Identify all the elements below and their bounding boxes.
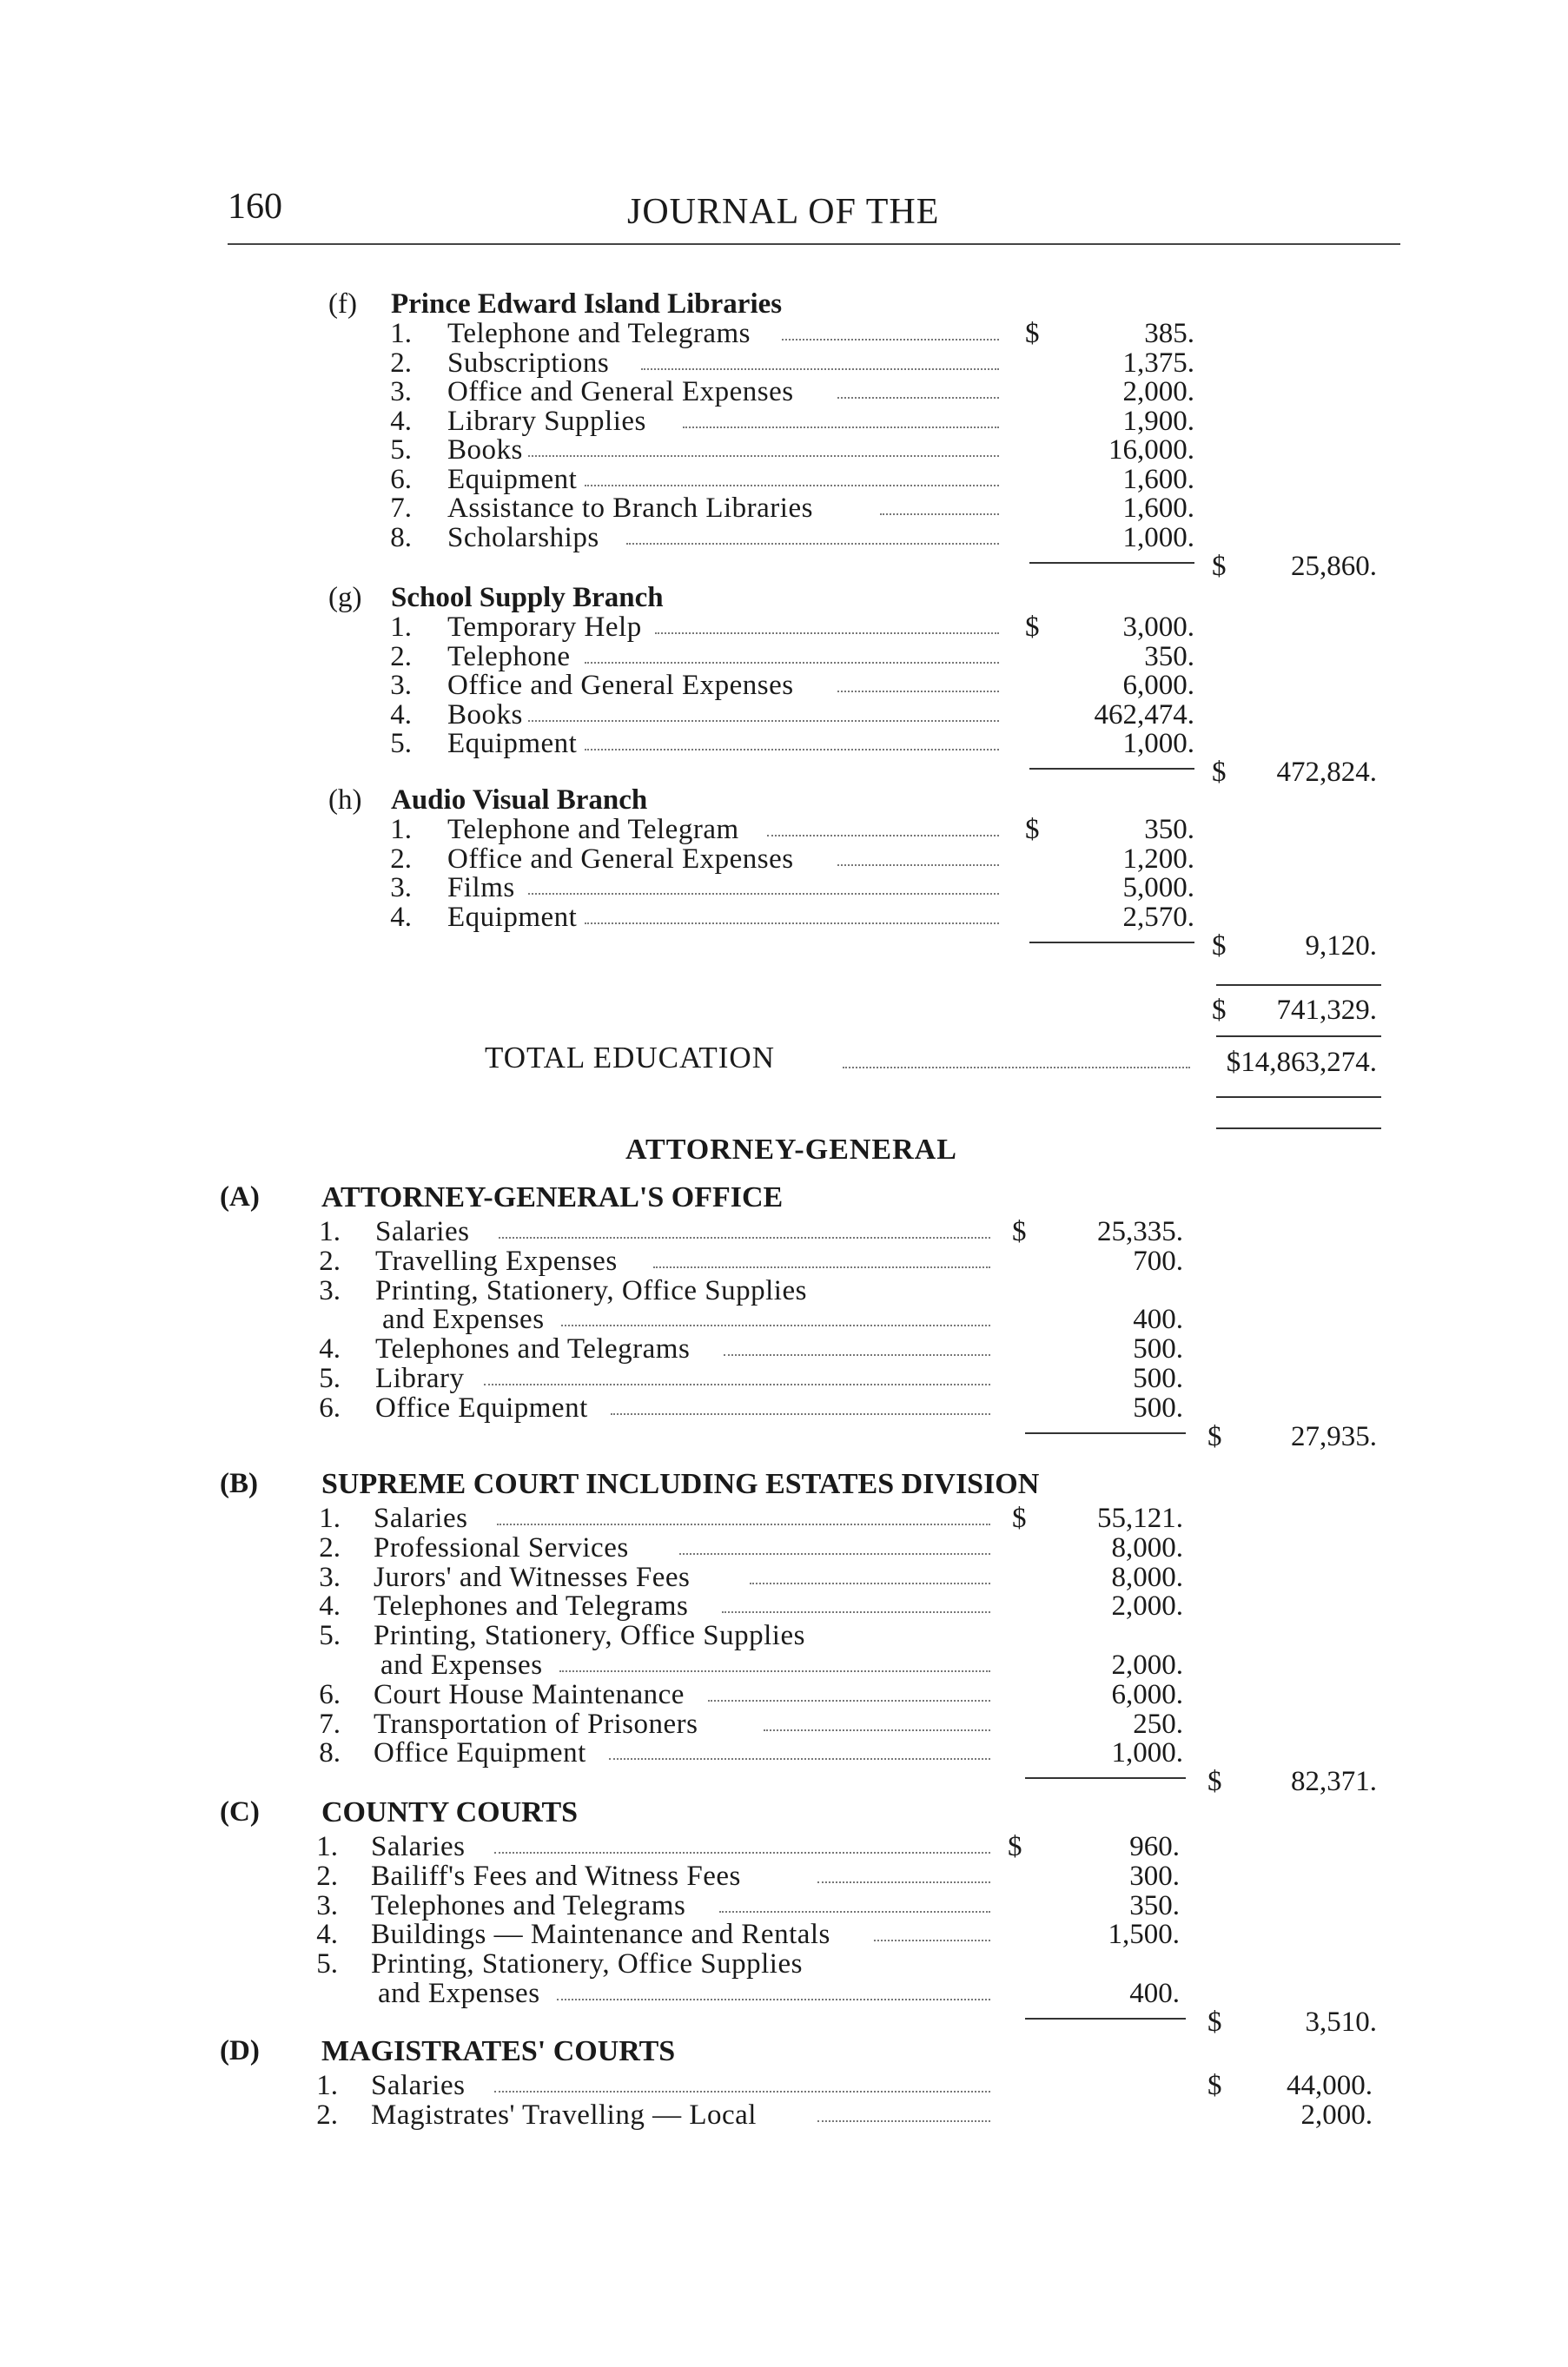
item-amount: 385. <box>1144 318 1194 349</box>
item-label: Equipment <box>447 463 578 495</box>
item-label: Salaries <box>375 1216 470 1247</box>
subtotal-rule <box>1029 768 1194 770</box>
grand-subtotal: 741,329. <box>1276 995 1377 1026</box>
total-education-label: TOTAL EDUCATION <box>485 1041 775 1074</box>
currency-sign: $ <box>1025 318 1040 349</box>
item-label: Office and General Expenses <box>447 670 794 701</box>
dot-leader <box>843 1067 1190 1068</box>
item-number: 7. <box>319 1708 341 1740</box>
dot-leader <box>708 1700 990 1702</box>
item-label: Scholarships <box>447 521 599 553</box>
item-number: 1. <box>319 1503 341 1534</box>
item-amount: 1,000. <box>1111 1737 1183 1769</box>
item-number: 3. <box>390 376 412 407</box>
item-label: Books <box>447 434 523 466</box>
item-number: 2. <box>316 2099 338 2131</box>
item-label: Equipment <box>447 901 578 933</box>
dot-leader <box>837 864 999 866</box>
item-number: 2. <box>316 1860 338 1892</box>
item-amount: 300. <box>1129 1860 1180 1892</box>
item-label: Buildings — Maintenance and Rentals <box>371 1919 830 1951</box>
item-label-continued: and Expenses <box>380 1650 543 1681</box>
dot-leader <box>874 1940 990 1941</box>
section-title: COUNTY COURTS <box>321 1796 579 1828</box>
item-number: 3. <box>390 872 412 903</box>
item-amount: 2,570. <box>1122 901 1194 933</box>
item-amount: 16,000. <box>1108 434 1194 466</box>
item-amount: 350. <box>1144 814 1194 845</box>
total-rule <box>1216 984 1381 986</box>
dot-leader <box>497 1524 990 1525</box>
item-amount: 1,600. <box>1122 463 1194 495</box>
item-label: Telephone and Telegrams <box>447 318 751 349</box>
item-label: Professional Services <box>374 1531 629 1564</box>
section-letter: (f) <box>328 288 357 320</box>
dot-leader <box>679 1553 990 1555</box>
dot-leader <box>653 1266 990 1268</box>
subtotal-rule <box>1025 1432 1186 1434</box>
dot-leader <box>494 1852 990 1854</box>
dot-leader <box>722 1611 990 1613</box>
dot-leader <box>655 632 999 634</box>
item-amount: 960. <box>1129 1831 1180 1862</box>
section-title: SUPREME COURT INCLUDING ESTATES DIVISION <box>321 1468 1040 1500</box>
section-total: 3,510. <box>1305 2007 1377 2038</box>
item-amount: 8,000. <box>1111 1561 1183 1593</box>
item-label: Transportation of Prisoners <box>374 1708 698 1740</box>
item-number: 1. <box>316 2070 338 2101</box>
dot-leader <box>611 1413 990 1415</box>
item-label: Printing, Stationery, Office Supplies <box>375 1274 807 1306</box>
item-label: Office and General Expenses <box>447 376 794 407</box>
item-number: 5. <box>390 728 412 759</box>
item-label-continued: and Expenses <box>378 1978 540 2009</box>
item-number: 5. <box>319 1363 341 1394</box>
subtotal-rule <box>1025 1777 1186 1779</box>
section-title: Audio Visual Branch <box>391 784 648 816</box>
item-amount: 700. <box>1133 1245 1183 1277</box>
item-label: Telephone and Telegram <box>447 814 739 845</box>
item-number: 1. <box>390 814 412 845</box>
dot-leader <box>641 368 999 370</box>
item-label: Films <box>447 872 515 903</box>
item-label: Court House Maintenance <box>374 1678 685 1710</box>
dot-leader <box>764 1729 990 1731</box>
item-amount: 350. <box>1144 640 1194 672</box>
section-title: Prince Edward Island Libraries <box>391 288 783 320</box>
item-amount: 1,000. <box>1122 728 1194 759</box>
item-label-continued: and Expenses <box>382 1304 545 1336</box>
running-title: JOURNAL OF THE <box>627 192 940 232</box>
dot-leader <box>528 455 999 457</box>
item-number: 2. <box>390 640 412 672</box>
section-total: 25,860. <box>1291 550 1377 582</box>
item-amount: 3,000. <box>1122 612 1194 643</box>
dot-leader <box>817 2120 990 2122</box>
currency-sign: $ <box>1207 1420 1222 1452</box>
dot-leader <box>782 339 999 341</box>
dot-leader <box>585 485 999 486</box>
item-number: 1. <box>390 612 412 643</box>
section-letter: (D) <box>220 2035 260 2066</box>
item-number: 8. <box>390 521 412 553</box>
item-number: 1. <box>316 1831 338 1862</box>
section-total: 472,824. <box>1276 757 1377 788</box>
item-amount: 6,000. <box>1111 1678 1183 1710</box>
item-amount: 25,335. <box>1097 1216 1183 1247</box>
dot-leader <box>683 426 999 428</box>
department-heading: ATTORNEY-GENERAL <box>625 1134 957 1166</box>
dot-leader <box>557 1999 990 2000</box>
dot-leader <box>837 691 999 692</box>
currency-sign: $ <box>1212 550 1227 582</box>
item-amount: 1,200. <box>1122 843 1194 875</box>
item-number: 5. <box>319 1620 341 1652</box>
item-number: 2. <box>319 1245 341 1277</box>
currency-sign: $ <box>1207 1766 1222 1798</box>
dot-leader <box>561 1325 990 1326</box>
item-label: Library Supplies <box>447 405 646 437</box>
item-label: Telephone <box>447 640 571 672</box>
item-number: 5. <box>316 1948 338 1980</box>
dot-leader <box>626 543 999 545</box>
dot-leader <box>585 749 999 750</box>
currency-sign: $ <box>1212 995 1227 1026</box>
subtotal-rule <box>1025 2018 1186 2020</box>
item-amount: 1,900. <box>1122 405 1194 437</box>
section-title: MAGISTRATES' COURTS <box>321 2035 676 2067</box>
item-number: 1. <box>319 1216 341 1247</box>
currency-sign: $ <box>1212 929 1227 962</box>
item-amount: 2,000. <box>1111 1590 1183 1623</box>
dot-leader <box>817 1881 990 1883</box>
item-number: 2. <box>390 347 412 379</box>
dot-leader <box>499 1237 990 1239</box>
section-total: 82,371. <box>1291 1766 1377 1798</box>
item-amount: 500. <box>1133 1333 1183 1365</box>
section-letter: (C) <box>220 1796 260 1828</box>
section-title: School Supply Branch <box>391 582 664 613</box>
item-amount: 1,000. <box>1122 521 1194 553</box>
item-label: Salaries <box>374 1503 468 1534</box>
dot-leader <box>585 662 999 664</box>
item-number: 3. <box>390 670 412 701</box>
item-label: Telephones and Telegrams <box>374 1590 689 1623</box>
section-letter: (g) <box>328 582 362 613</box>
item-label: Bailiff's Fees and Witness Fees <box>371 1860 741 1892</box>
item-label: Equipment <box>447 728 578 759</box>
item-label: Assistance to Branch Libraries <box>447 493 813 524</box>
dot-leader <box>767 835 999 836</box>
item-amount: 6,000. <box>1122 670 1194 701</box>
item-number: 7. <box>390 493 412 524</box>
item-amount: 2,000. <box>1122 376 1194 407</box>
currency-sign: $ <box>1025 814 1040 845</box>
item-label: Telephones and Telegrams <box>375 1333 691 1365</box>
item-number: 1. <box>390 318 412 349</box>
item-amount: 1,600. <box>1122 493 1194 524</box>
item-amount: 1,500. <box>1108 1919 1180 1951</box>
dot-leader <box>484 1384 990 1385</box>
section-letter: (h) <box>328 784 362 816</box>
item-label: Temporary Help <box>447 612 642 643</box>
section-letter: (A) <box>220 1181 260 1213</box>
page-header <box>228 186 1400 247</box>
item-label: Salaries <box>371 2070 466 2101</box>
item-amount: 2,000. <box>1300 2099 1373 2131</box>
item-label: Books <box>447 698 523 731</box>
item-number: 4. <box>390 405 412 437</box>
item-amount: 5,000. <box>1122 872 1194 903</box>
item-number: 5. <box>390 434 412 466</box>
subtotal-rule <box>1029 562 1194 564</box>
item-amount: 500. <box>1133 1392 1183 1424</box>
item-amount: 2,000. <box>1111 1650 1183 1681</box>
item-number: 6. <box>319 1678 341 1710</box>
dot-leader <box>837 397 999 399</box>
item-amount: 55,121. <box>1097 1503 1183 1534</box>
item-label: Library <box>375 1363 465 1394</box>
item-amount: 350. <box>1129 1889 1180 1921</box>
dot-leader <box>528 893 999 895</box>
dot-leader <box>719 1911 990 1913</box>
dot-leader <box>585 922 999 924</box>
item-label: Salaries <box>371 1831 466 1862</box>
dot-leader <box>724 1354 990 1356</box>
page-number: 160 <box>228 187 282 227</box>
item-amount: 1,375. <box>1122 347 1194 379</box>
item-amount: 44,000. <box>1287 2070 1373 2101</box>
dot-leader <box>559 1670 990 1672</box>
currency-sign: $ <box>1212 757 1227 788</box>
dot-leader <box>880 513 999 515</box>
section-total: 9,120. <box>1305 929 1377 962</box>
item-number: 3. <box>319 1274 341 1306</box>
item-number: 3. <box>316 1889 338 1921</box>
item-number: 4. <box>316 1919 338 1951</box>
item-number: 8. <box>319 1737 341 1769</box>
dot-leader <box>528 720 999 722</box>
currency-sign: $ <box>1025 612 1040 643</box>
double-rule <box>1216 1096 1381 1098</box>
item-number: 6. <box>319 1392 341 1424</box>
item-label: Office Equipment <box>374 1737 586 1769</box>
total-education-amount: $14,863,274. <box>1226 1047 1377 1078</box>
dot-leader <box>750 1583 990 1584</box>
item-number: 4. <box>319 1333 341 1365</box>
total-rule <box>1216 1035 1381 1037</box>
item-label: Subscriptions <box>447 347 610 379</box>
item-label: Travelling Expenses <box>375 1245 618 1277</box>
item-amount: 400. <box>1133 1304 1183 1336</box>
currency-sign: $ <box>1012 1503 1027 1534</box>
item-number: 2. <box>319 1531 341 1564</box>
section-letter: (B) <box>220 1468 258 1499</box>
double-rule <box>1216 1127 1381 1129</box>
item-amount: 500. <box>1133 1363 1183 1394</box>
item-label: Printing, Stationery, Office Supplies <box>374 1620 805 1652</box>
dot-leader <box>609 1758 990 1760</box>
item-number: 6. <box>390 463 412 495</box>
item-label: Office and General Expenses <box>447 843 794 875</box>
subtotal-rule <box>1029 942 1194 943</box>
item-label: Telephones and Telegrams <box>371 1889 686 1921</box>
section-title: ATTORNEY-GENERAL'S OFFICE <box>321 1181 784 1213</box>
currency-sign: $ <box>1012 1216 1027 1247</box>
item-label: Magistrates' Travelling — Local <box>371 2099 757 2131</box>
item-amount: 400. <box>1129 1978 1180 2009</box>
item-number: 2. <box>390 843 412 875</box>
item-number: 3. <box>319 1561 341 1593</box>
item-label: Printing, Stationery, Office Supplies <box>371 1948 803 1980</box>
item-label: Office Equipment <box>375 1392 588 1424</box>
currency-sign: $ <box>1207 2070 1222 2101</box>
item-number: 4. <box>390 901 412 933</box>
item-amount: 462,474. <box>1094 698 1194 731</box>
item-label: Jurors' and Witnesses Fees <box>374 1561 691 1593</box>
item-number: 4. <box>390 698 412 731</box>
header-rule <box>228 243 1400 245</box>
currency-sign: $ <box>1207 2007 1222 2038</box>
section-total: 27,935. <box>1291 1420 1377 1452</box>
item-amount: 8,000. <box>1111 1531 1183 1564</box>
item-amount: 250. <box>1133 1708 1183 1740</box>
item-number: 4. <box>319 1590 341 1623</box>
currency-sign: $ <box>1008 1831 1022 1862</box>
dot-leader <box>494 2091 990 2093</box>
